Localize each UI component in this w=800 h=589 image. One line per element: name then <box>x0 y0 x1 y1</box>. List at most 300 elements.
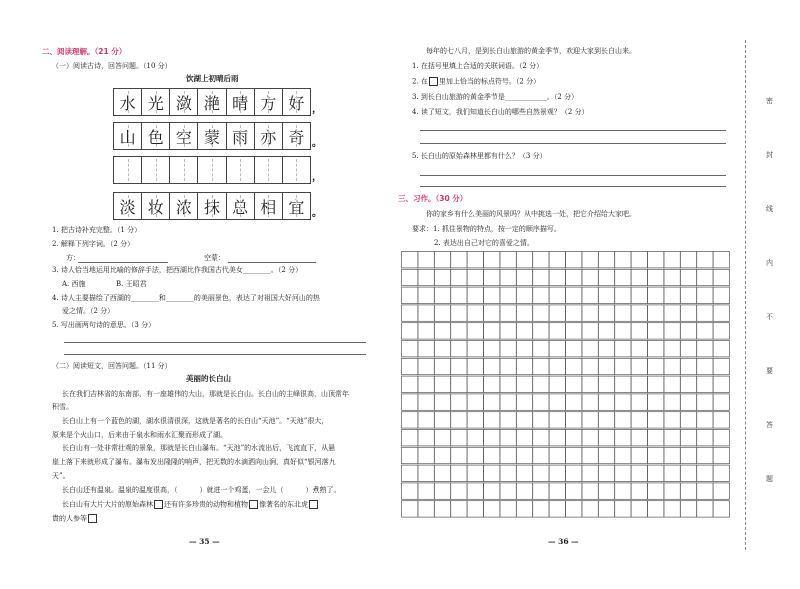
grid-cell[interactable] <box>631 376 647 392</box>
grid-cell[interactable] <box>549 376 565 392</box>
grid-cell[interactable] <box>713 394 729 410</box>
grid-cell[interactable] <box>697 269 713 285</box>
grid-cell[interactable] <box>500 269 516 285</box>
grid-cell[interactable] <box>713 483 729 499</box>
grid-cell[interactable] <box>434 430 450 446</box>
grid-cell[interactable] <box>434 341 450 357</box>
poem-blank-cell[interactable] <box>198 157 226 183</box>
grid-cell[interactable] <box>631 430 647 446</box>
grid-cell[interactable] <box>713 430 729 446</box>
grid-cell[interactable] <box>549 447 565 463</box>
grid-cell[interactable] <box>484 483 500 499</box>
grid-cell[interactable] <box>664 287 680 303</box>
grid-cell[interactable] <box>648 287 664 303</box>
grid-cell[interactable] <box>582 465 598 481</box>
grid-cell[interactable] <box>402 287 418 303</box>
grid-cell[interactable] <box>451 376 467 392</box>
grid-cell[interactable] <box>418 465 434 481</box>
grid-cell[interactable] <box>615 269 631 285</box>
grid-cell[interactable] <box>582 358 598 374</box>
grid-cell[interactable] <box>664 501 680 517</box>
q3-option-b[interactable]: B. 王昭君 <box>116 280 147 288</box>
grid-cell[interactable] <box>680 447 696 463</box>
grid-cell[interactable] <box>615 394 631 410</box>
grid-cell[interactable] <box>598 412 614 428</box>
grid-cell[interactable] <box>648 252 664 268</box>
grid-cell[interactable] <box>664 430 680 446</box>
grid-cell[interactable] <box>631 269 647 285</box>
grid-cell[interactable] <box>533 287 549 303</box>
grid-cell[interactable] <box>533 483 549 499</box>
grid-cell[interactable] <box>680 305 696 321</box>
grid-cell[interactable] <box>467 465 483 481</box>
grid-cell[interactable] <box>467 447 483 463</box>
grid-cell[interactable] <box>664 341 680 357</box>
grid-cell[interactable] <box>598 430 614 446</box>
grid-cell[interactable] <box>598 501 614 517</box>
grid-cell[interactable] <box>631 412 647 428</box>
grid-cell[interactable] <box>484 501 500 517</box>
grid-cell[interactable] <box>516 358 532 374</box>
grid-cell[interactable] <box>434 305 450 321</box>
grid-cell[interactable] <box>418 252 434 268</box>
grid-cell[interactable] <box>648 323 664 339</box>
grid-cell[interactable] <box>451 252 467 268</box>
grid-cell[interactable] <box>664 358 680 374</box>
grid-cell[interactable] <box>631 287 647 303</box>
grid-cell[interactable] <box>598 305 614 321</box>
q3-option-a[interactable]: A. 西施 <box>62 280 86 288</box>
punct-box-2[interactable] <box>249 500 258 509</box>
grid-cell[interactable] <box>664 252 680 268</box>
grid-cell[interactable] <box>484 412 500 428</box>
grid-cell[interactable] <box>648 501 664 517</box>
grid-cell[interactable] <box>680 287 696 303</box>
grid-cell[interactable] <box>516 269 532 285</box>
grid-cell[interactable] <box>713 269 729 285</box>
grid-cell[interactable] <box>566 323 582 339</box>
grid-cell[interactable] <box>549 323 565 339</box>
grid-cell[interactable] <box>484 358 500 374</box>
grid-cell[interactable] <box>598 483 614 499</box>
grid-cell[interactable] <box>566 376 582 392</box>
grid-cell[interactable] <box>697 430 713 446</box>
grid-cell[interactable] <box>484 447 500 463</box>
grid-cell[interactable] <box>467 376 483 392</box>
grid-cell[interactable] <box>402 394 418 410</box>
grid-cell[interactable] <box>434 376 450 392</box>
grid-cell[interactable] <box>631 341 647 357</box>
grid-cell[interactable] <box>533 447 549 463</box>
grid-cell[interactable] <box>648 465 664 481</box>
grid-cell[interactable] <box>467 323 483 339</box>
grid-cell[interactable] <box>680 376 696 392</box>
grid-cell[interactable] <box>467 483 483 499</box>
grid-cell[interactable] <box>451 465 467 481</box>
grid-cell[interactable] <box>680 358 696 374</box>
grid-cell[interactable] <box>713 287 729 303</box>
grid-cell[interactable] <box>582 341 598 357</box>
grid-cell[interactable] <box>615 305 631 321</box>
poem-blank-cell[interactable] <box>142 157 170 183</box>
grid-cell[interactable] <box>549 394 565 410</box>
grid-cell[interactable] <box>467 394 483 410</box>
q2-answer-line-kongmeng[interactable] <box>228 262 316 263</box>
grid-cell[interactable] <box>533 341 549 357</box>
grid-cell[interactable] <box>648 358 664 374</box>
grid-cell[interactable] <box>516 483 532 499</box>
grid-cell[interactable] <box>697 252 713 268</box>
grid-cell[interactable] <box>664 465 680 481</box>
grid-cell[interactable] <box>582 252 598 268</box>
grid-cell[interactable] <box>697 412 713 428</box>
grid-cell[interactable] <box>582 483 598 499</box>
grid-cell[interactable] <box>533 501 549 517</box>
grid-cell[interactable] <box>664 323 680 339</box>
grid-cell[interactable] <box>500 447 516 463</box>
grid-cell[interactable] <box>713 252 729 268</box>
grid-cell[interactable] <box>598 269 614 285</box>
grid-cell[interactable] <box>500 483 516 499</box>
r-q4-answer-line-1[interactable] <box>420 130 726 131</box>
conjunction-blank-1[interactable] <box>178 486 200 494</box>
grid-cell[interactable] <box>615 252 631 268</box>
grid-cell[interactable] <box>697 447 713 463</box>
grid-cell[interactable] <box>516 501 532 517</box>
grid-cell[interactable] <box>598 323 614 339</box>
grid-cell[interactable] <box>533 305 549 321</box>
grid-cell[interactable] <box>582 376 598 392</box>
grid-cell[interactable] <box>451 430 467 446</box>
grid-cell[interactable] <box>566 501 582 517</box>
grid-cell[interactable] <box>582 412 598 428</box>
grid-cell[interactable] <box>566 465 582 481</box>
r-q5-answer-line-1[interactable] <box>420 175 726 176</box>
grid-cell[interactable] <box>664 269 680 285</box>
grid-cell[interactable] <box>500 252 516 268</box>
punct-box-1[interactable] <box>154 500 163 509</box>
grid-cell[interactable] <box>680 269 696 285</box>
grid-cell[interactable] <box>566 358 582 374</box>
grid-cell[interactable] <box>402 269 418 285</box>
grid-cell[interactable] <box>418 376 434 392</box>
grid-cell[interactable] <box>516 447 532 463</box>
q5-answer-line-2[interactable] <box>64 354 366 355</box>
grid-cell[interactable] <box>566 341 582 357</box>
grid-cell[interactable] <box>549 430 565 446</box>
grid-cell[interactable] <box>402 376 418 392</box>
grid-cell[interactable] <box>615 358 631 374</box>
grid-cell[interactable] <box>664 412 680 428</box>
grid-cell[interactable] <box>615 412 631 428</box>
grid-cell[interactable] <box>615 483 631 499</box>
poem-blank-cell[interactable] <box>227 157 255 183</box>
grid-cell[interactable] <box>451 269 467 285</box>
grid-cell[interactable] <box>566 430 582 446</box>
grid-cell[interactable] <box>533 269 549 285</box>
punct-box-3[interactable] <box>309 500 318 509</box>
grid-cell[interactable] <box>434 394 450 410</box>
grid-cell[interactable] <box>582 287 598 303</box>
grid-cell[interactable] <box>451 483 467 499</box>
grid-cell[interactable] <box>598 376 614 392</box>
grid-cell[interactable] <box>418 394 434 410</box>
grid-cell[interactable] <box>582 430 598 446</box>
grid-cell[interactable] <box>451 323 467 339</box>
grid-cell[interactable] <box>615 341 631 357</box>
grid-cell[interactable] <box>434 412 450 428</box>
grid-cell[interactable] <box>402 305 418 321</box>
grid-cell[interactable] <box>697 358 713 374</box>
grid-cell[interactable] <box>648 447 664 463</box>
grid-cell[interactable] <box>500 394 516 410</box>
grid-cell[interactable] <box>451 501 467 517</box>
grid-cell[interactable] <box>467 430 483 446</box>
grid-cell[interactable] <box>566 483 582 499</box>
grid-cell[interactable] <box>402 341 418 357</box>
r-q5-answer-line-2[interactable] <box>420 186 726 187</box>
grid-cell[interactable] <box>500 376 516 392</box>
grid-cell[interactable] <box>680 394 696 410</box>
grid-cell[interactable] <box>484 376 500 392</box>
grid-cell[interactable] <box>402 483 418 499</box>
grid-cell[interactable] <box>533 323 549 339</box>
grid-cell[interactable] <box>648 341 664 357</box>
poem-row-blank[interactable] <box>113 156 311 184</box>
grid-cell[interactable] <box>500 430 516 446</box>
grid-cell[interactable] <box>598 394 614 410</box>
grid-cell[interactable] <box>500 501 516 517</box>
grid-cell[interactable] <box>500 305 516 321</box>
grid-cell[interactable] <box>434 465 450 481</box>
grid-cell[interactable] <box>402 501 418 517</box>
grid-cell[interactable] <box>418 287 434 303</box>
grid-cell[interactable] <box>467 269 483 285</box>
grid-cell[interactable] <box>533 412 549 428</box>
grid-cell[interactable] <box>516 376 532 392</box>
grid-cell[interactable] <box>713 412 729 428</box>
punct-box-4[interactable] <box>88 514 97 523</box>
grid-cell[interactable] <box>582 323 598 339</box>
grid-cell[interactable] <box>434 501 450 517</box>
grid-cell[interactable] <box>418 430 434 446</box>
grid-cell[interactable] <box>566 269 582 285</box>
grid-cell[interactable] <box>648 430 664 446</box>
grid-cell[interactable] <box>516 412 532 428</box>
grid-cell[interactable] <box>697 501 713 517</box>
grid-cell[interactable] <box>582 305 598 321</box>
grid-cell[interactable] <box>500 287 516 303</box>
composition-grid[interactable] <box>401 251 733 519</box>
grid-cell[interactable] <box>533 430 549 446</box>
grid-cell[interactable] <box>467 358 483 374</box>
grid-cell[interactable] <box>598 252 614 268</box>
grid-cell[interactable] <box>598 358 614 374</box>
grid-cell[interactable] <box>516 465 532 481</box>
grid-cell[interactable] <box>664 447 680 463</box>
grid-cell[interactable] <box>533 252 549 268</box>
grid-cell[interactable] <box>697 376 713 392</box>
grid-cell[interactable] <box>598 465 614 481</box>
grid-cell[interactable] <box>631 252 647 268</box>
grid-cell[interactable] <box>648 394 664 410</box>
grid-cell[interactable] <box>549 305 565 321</box>
grid-cell[interactable] <box>516 430 532 446</box>
grid-cell[interactable] <box>697 305 713 321</box>
grid-cell[interactable] <box>484 252 500 268</box>
grid-cell[interactable] <box>582 501 598 517</box>
grid-cell[interactable] <box>418 447 434 463</box>
grid-cell[interactable] <box>566 305 582 321</box>
grid-cell[interactable] <box>484 305 500 321</box>
grid-cell[interactable] <box>713 305 729 321</box>
grid-cell[interactable] <box>418 501 434 517</box>
grid-cell[interactable] <box>500 341 516 357</box>
grid-cell[interactable] <box>648 376 664 392</box>
grid-cell[interactable] <box>648 305 664 321</box>
grid-cell[interactable] <box>533 376 549 392</box>
grid-cell[interactable] <box>402 358 418 374</box>
grid-cell[interactable] <box>631 447 647 463</box>
grid-cell[interactable] <box>516 305 532 321</box>
grid-cell[interactable] <box>434 269 450 285</box>
grid-cell[interactable] <box>549 252 565 268</box>
grid-cell[interactable] <box>664 376 680 392</box>
grid-cell[interactable] <box>582 269 598 285</box>
grid-cell[interactable] <box>680 465 696 481</box>
grid-cell[interactable] <box>648 412 664 428</box>
grid-cell[interactable] <box>582 447 598 463</box>
grid-cell[interactable] <box>549 501 565 517</box>
grid-cell[interactable] <box>467 341 483 357</box>
grid-cell[interactable] <box>615 323 631 339</box>
grid-cell[interactable] <box>402 447 418 463</box>
grid-cell[interactable] <box>533 394 549 410</box>
grid-cell[interactable] <box>434 483 450 499</box>
grid-cell[interactable] <box>516 341 532 357</box>
grid-cell[interactable] <box>484 323 500 339</box>
grid-cell[interactable] <box>713 323 729 339</box>
poem-blank-cell[interactable] <box>114 157 142 183</box>
grid-cell[interactable] <box>615 501 631 517</box>
grid-cell[interactable] <box>434 447 450 463</box>
grid-cell[interactable] <box>631 358 647 374</box>
grid-cell[interactable] <box>533 465 549 481</box>
grid-cell[interactable] <box>549 269 565 285</box>
poem-blank-cell[interactable] <box>255 157 283 183</box>
grid-cell[interactable] <box>402 430 418 446</box>
grid-cell[interactable] <box>697 483 713 499</box>
grid-cell[interactable] <box>582 394 598 410</box>
grid-cell[interactable] <box>549 465 565 481</box>
grid-cell[interactable] <box>598 341 614 357</box>
grid-cell[interactable] <box>631 501 647 517</box>
grid-cell[interactable] <box>713 501 729 517</box>
grid-cell[interactable] <box>631 305 647 321</box>
grid-cell[interactable] <box>467 305 483 321</box>
grid-cell[interactable] <box>402 323 418 339</box>
q5-answer-line-1[interactable] <box>64 342 366 343</box>
grid-cell[interactable] <box>484 394 500 410</box>
grid-cell[interactable] <box>418 269 434 285</box>
grid-cell[interactable] <box>697 323 713 339</box>
grid-cell[interactable] <box>664 305 680 321</box>
grid-cell[interactable] <box>467 252 483 268</box>
grid-cell[interactable] <box>680 430 696 446</box>
grid-cell[interactable] <box>549 412 565 428</box>
grid-cell[interactable] <box>418 341 434 357</box>
grid-cell[interactable] <box>680 252 696 268</box>
grid-cell[interactable] <box>533 358 549 374</box>
grid-cell[interactable] <box>549 483 565 499</box>
grid-cell[interactable] <box>598 287 614 303</box>
grid-cell[interactable] <box>451 412 467 428</box>
q2-answer-line-fang[interactable] <box>78 262 168 263</box>
grid-cell[interactable] <box>697 287 713 303</box>
grid-cell[interactable] <box>484 287 500 303</box>
grid-cell[interactable] <box>434 287 450 303</box>
poem-blank-cell[interactable] <box>283 157 310 183</box>
grid-cell[interactable] <box>549 358 565 374</box>
grid-cell[interactable] <box>500 358 516 374</box>
grid-cell[interactable] <box>566 412 582 428</box>
grid-cell[interactable] <box>434 323 450 339</box>
grid-cell[interactable] <box>713 341 729 357</box>
grid-cell[interactable] <box>631 465 647 481</box>
grid-cell[interactable] <box>615 465 631 481</box>
grid-cell[interactable] <box>680 483 696 499</box>
grid-cell[interactable] <box>516 394 532 410</box>
grid-cell[interactable] <box>598 447 614 463</box>
grid-cell[interactable] <box>697 394 713 410</box>
grid-cell[interactable] <box>713 447 729 463</box>
grid-cell[interactable] <box>484 341 500 357</box>
grid-cell[interactable] <box>418 323 434 339</box>
grid-cell[interactable] <box>615 287 631 303</box>
grid-cell[interactable] <box>615 430 631 446</box>
grid-cell[interactable] <box>467 501 483 517</box>
grid-cell[interactable] <box>615 376 631 392</box>
grid-cell[interactable] <box>549 341 565 357</box>
grid-cell[interactable] <box>434 358 450 374</box>
conjunction-blank-2[interactable] <box>284 486 306 494</box>
grid-cell[interactable] <box>418 358 434 374</box>
grid-cell[interactable] <box>680 341 696 357</box>
grid-cell[interactable] <box>500 323 516 339</box>
grid-cell[interactable] <box>566 252 582 268</box>
grid-cell[interactable] <box>402 252 418 268</box>
grid-cell[interactable] <box>418 412 434 428</box>
grid-cell[interactable] <box>713 376 729 392</box>
grid-cell[interactable] <box>418 305 434 321</box>
grid-cell[interactable] <box>631 323 647 339</box>
grid-cell[interactable] <box>566 447 582 463</box>
grid-cell[interactable] <box>451 287 467 303</box>
grid-cell[interactable] <box>566 394 582 410</box>
grid-cell[interactable] <box>631 394 647 410</box>
grid-cell[interactable] <box>648 483 664 499</box>
grid-cell[interactable] <box>680 412 696 428</box>
grid-cell[interactable] <box>566 287 582 303</box>
grid-cell[interactable] <box>484 269 500 285</box>
grid-cell[interactable] <box>516 287 532 303</box>
grid-cell[interactable] <box>680 501 696 517</box>
grid-cell[interactable] <box>680 323 696 339</box>
r-q4-answer-line-2[interactable] <box>420 143 726 144</box>
grid-cell[interactable] <box>648 269 664 285</box>
grid-cell[interactable] <box>451 394 467 410</box>
grid-cell[interactable] <box>615 447 631 463</box>
